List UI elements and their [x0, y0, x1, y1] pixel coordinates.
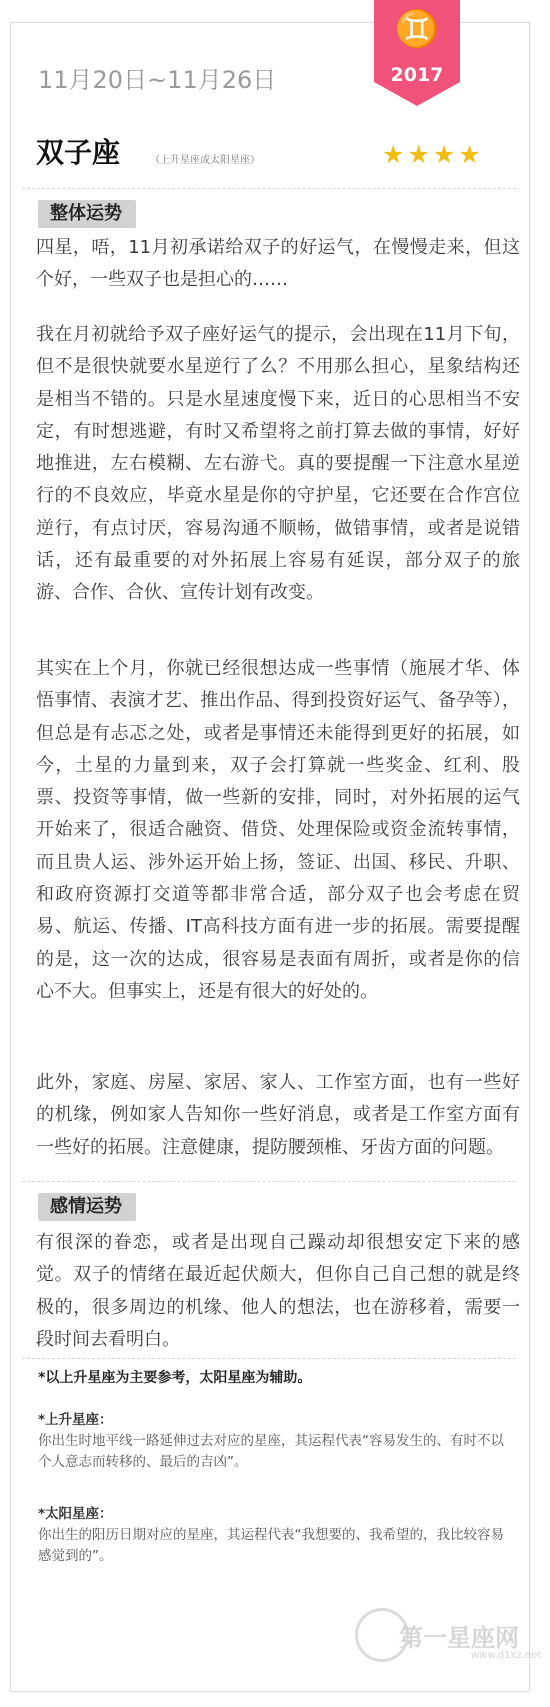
divider: [22, 1358, 516, 1359]
sign-subtitle: （上升星座或太阳星座）: [150, 155, 260, 166]
watermark-url: www.d1xz.net: [471, 1650, 542, 1661]
note-rising-label: *上升星座：: [38, 1412, 113, 1428]
overall-paragraph-4: 此外，家庭、房屋、家居、家人、工作室方面，也有一些好的机缘，例如家人告知你一些好消息，或者是工作室方面有一些好的拓展。注意健康，提防腰颈椎、牙齿方面的问题。: [36, 1072, 520, 1158]
overall-paragraph-2: 我在月初就给予双子座好运气的提示，会出现在11月下旬，但不是很快就要水星逆行了么？不用那么担心，星象结构还是相当不错的。只是水星速度慢下来，近日的心思相当不安定，有时想逃避，有时又希望将之前打算去做的事情，好好地推进，左右模糊、左右游弋。真的要提醒一下注意水星逆行的不良效应，毕竟水星是你的守护星，它还要在合作宫位逆行，有点讨厌，容易沟通不顺畅，做错事情，或者是说错话，还有最重要的对外拓展上容易有延误，部分双子的旅游、合作、合伙、宣传计划有改变。: [36, 324, 520, 604]
badge-year: 2017: [390, 64, 444, 86]
date-range: 11月20日~11月26日: [38, 66, 277, 94]
divider: [22, 188, 516, 189]
star-icon: ★★★★: [382, 140, 484, 169]
note-main: *以上升星座为主要参考，太阳星座为辅助。: [38, 1370, 312, 1386]
rating-stars: [382, 140, 484, 169]
love-paragraph: 有很深的眷恋，或者是出现自己躁动却很想安定下来的感觉。双子的情绪在最近起伏颇大，但你自己自己想的就是终极的，很多周边的机缘、他人的想法，也在游移着，需要一段时间去看明白。: [36, 1232, 520, 1350]
zodiac-badge: [374, 0, 460, 108]
section-overall-label: 整体运势: [38, 200, 136, 228]
note-sun: [38, 1504, 510, 1567]
overall-paragraph-1: 四星，唔，11月初承诺给双子的好运气，在慢慢走来，但这个好，一些双子也是担心的……: [36, 237, 520, 291]
divider: [22, 1181, 516, 1182]
note-rising-text: 你出生时地平线一路延伸过去对应的星座，其运程代表“容易发生的、有时不以个人意志而转移的、最后的吉凶”。: [38, 1433, 504, 1470]
section-love-label: 感情运势: [38, 1193, 136, 1221]
sign-title: 双子座: [36, 136, 121, 169]
note-sun-label: *太阳星座：: [38, 1506, 113, 1522]
watermark-logo: [355, 1606, 550, 1666]
gemini-icon: ♊: [394, 8, 440, 50]
watermark-text: 第一星座网: [399, 1624, 519, 1652]
note-sun-text: 你出生的阳历日期对应的星座，其运程代表“我想要的、我希望的，我比较容易感觉到的”。: [38, 1527, 504, 1564]
overall-paragraph-3: 其实在上个月，你就已经很想达成一些事情（施展才华、体悟事情、表演才艺、推出作品、得到投资好运气、备孕等），但总是有忐忑之处，或者是事情还未能得到更好的拓展，如今，土星的力量到来，双子会打算就一些奖金、红利、股票、投资等事情，做一些新的安排，同时，对外拓展的运气开始来了，很适合融资、借贷、处理保险或资金流转事情，而且贵人运、涉外运开始上扬，签证、出国、移民、升职、和政府资源打交道等都非常合适，部分双子也会考虑在贸易、航运、传播、IT高科技方面有进一步的拓展。需要提醒的是，这一次的达成，很容易是表面有周折，或者是你的信心不大。但事实上，还是有很大的好处的。: [36, 658, 520, 1002]
note-rising: [38, 1410, 510, 1473]
